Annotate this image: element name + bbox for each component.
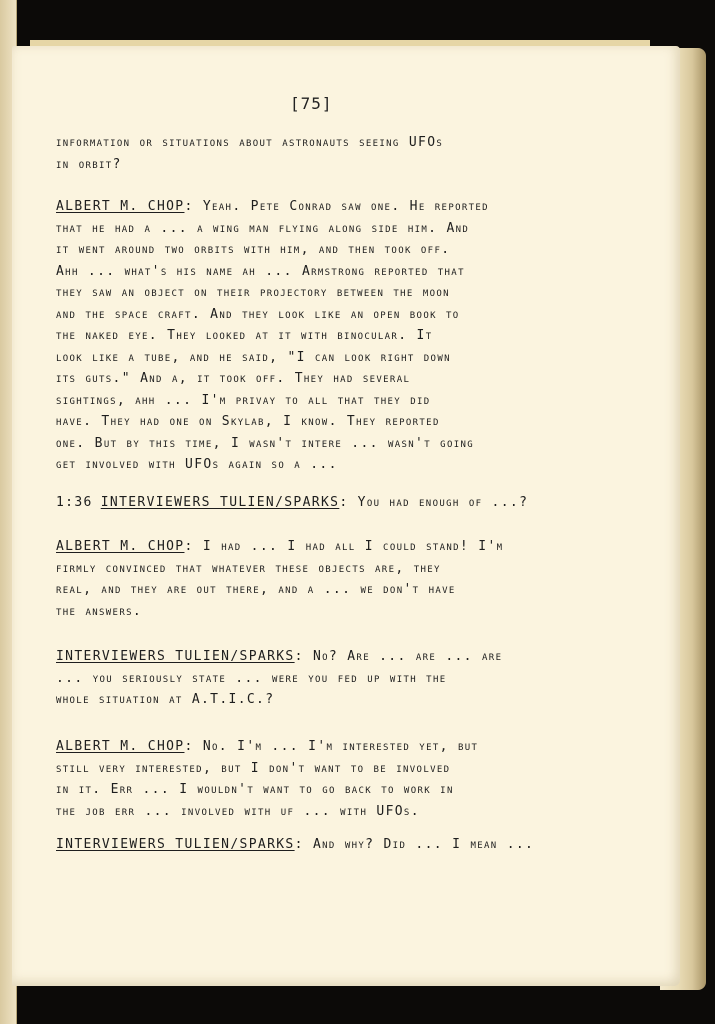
paragraph-question-continued (56, 132, 556, 175)
text-line: sightings, ahh ... I'm privay to all that they did (56, 392, 431, 408)
text-line: one. But by this time, I wasn't intere ... wasn't going (56, 435, 475, 451)
text-line: information or situations about astronauts seeing UFOs (56, 135, 444, 150)
text-line: still very interested, but I don't want to be involved (56, 760, 451, 776)
text-line: the job err ... involved with uf ... with UFOs. (56, 803, 420, 819)
text-line: get involved with UFOs again so a ... (56, 457, 338, 472)
text-line: ... you seriously state ... were you fed up with the (56, 670, 447, 686)
speaker-label: ALBERT M. CHOP (56, 739, 185, 754)
speaker-label: ALBERT M. CHOP (56, 539, 185, 554)
paragraph-chop-answer-1 (56, 196, 556, 476)
text-line: and the space craft. And they look like an open book to (56, 306, 460, 322)
text-line: the answers. (56, 603, 143, 619)
text-line: it went around two orbits with him, and then took off. (56, 242, 451, 257)
text-line: : You had enough of ...? (339, 495, 529, 510)
text-line: its guts." And a, it took off. They had several (56, 371, 411, 386)
timestamp: 1:36 (56, 495, 93, 510)
text-line: Ahh ... what's his name ah ... Armstrong reported that (56, 263, 465, 279)
text-line: in orbit? (56, 156, 122, 172)
text-line: they saw an object on their projectory between the moon (56, 285, 450, 300)
speaker-label: INTERVIEWERS TULIEN/SPARKS (56, 649, 295, 664)
text-line: the naked eye. They looked at it with binocular. It (56, 328, 433, 343)
speaker-label: INTERVIEWERS TULIEN/SPARKS (56, 837, 295, 852)
page-number: [75] (290, 94, 333, 113)
text-line: whole situation at A.T.I.C.? (56, 692, 275, 707)
paragraph-chop-answer-2 (56, 536, 556, 622)
speaker-label: ALBERT M. CHOP (56, 199, 185, 214)
text-line: : I had ... I had all I could stand! I'm (184, 539, 504, 554)
text-line: : No? Are ... are ... are (294, 649, 503, 664)
text-line: : And why? Did ... I mean ... (294, 837, 535, 852)
text-line: : No. I'm ... I'm interested yet, but (184, 739, 479, 754)
speaker-label: INTERVIEWERS TULIEN/SPARKS (100, 495, 340, 510)
text-line: have. They had one on Skylab, I know. They reported (56, 414, 440, 429)
text-line: in it. Err ... I wouldn't want to go back to work in (56, 782, 454, 797)
text-line: real, and they are out there, and a ... we don't have (56, 582, 456, 597)
paragraph-interviewers-question-1 (56, 492, 556, 514)
paragraph-chop-answer-3 (56, 736, 556, 822)
text-line: look like a tube, and he said, "I can look right down (56, 349, 451, 365)
text-line: firmly convinced that whatever these objects are, they (56, 560, 441, 576)
text-line: that he had a ... a wing man flying along side him. And (56, 220, 470, 236)
text-line: : Yeah. Pete Conrad saw one. He reported (184, 199, 489, 214)
paragraph-interviewers-question-2 (56, 646, 556, 711)
paragraph-interviewers-question-3 (56, 834, 556, 856)
